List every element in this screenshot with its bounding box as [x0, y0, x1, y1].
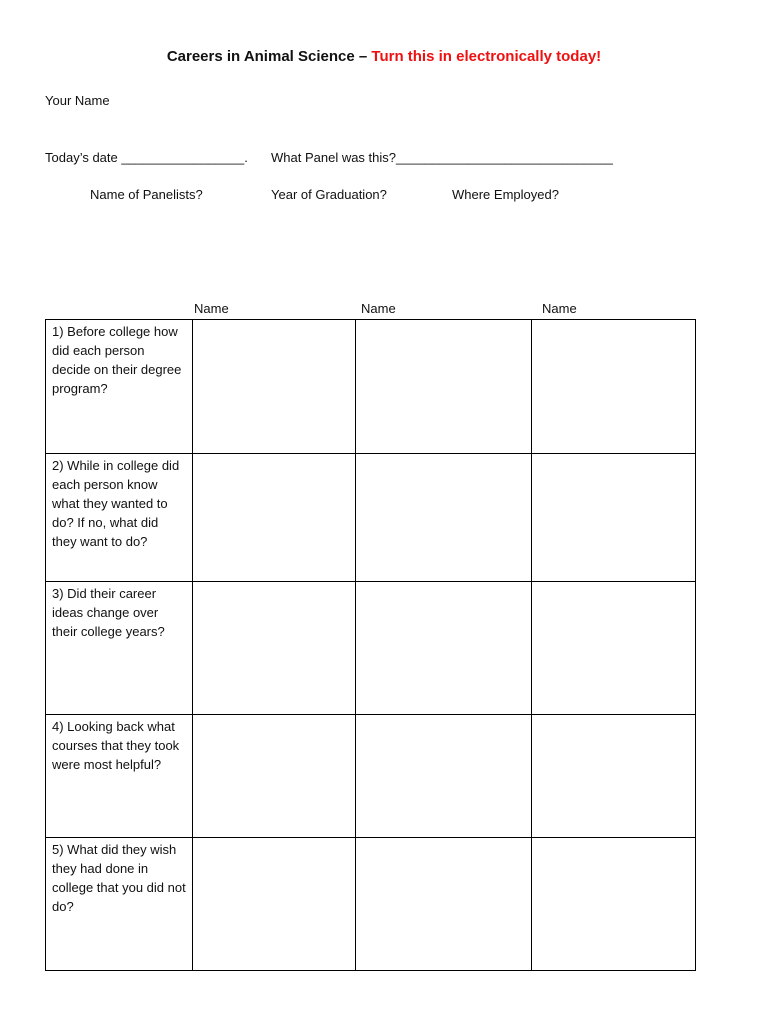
answer-cell[interactable] [193, 582, 356, 715]
title-main: Careers in Animal Science – [166, 48, 368, 65]
answer-cell[interactable] [532, 715, 696, 838]
subheading-panelists: Name of Panelists? [90, 187, 203, 202]
page-title [0, 48, 768, 65]
question-cell: 1) Before college how did each person decide on their degree program? [46, 320, 193, 454]
panel-field[interactable]: What Panel was this?______________________________ [271, 150, 613, 165]
answer-cell[interactable] [193, 838, 356, 971]
answer-cell[interactable] [532, 838, 696, 971]
table-row [46, 320, 696, 454]
date-field[interactable]: Today’s date _________________. [45, 150, 248, 165]
answer-cell[interactable] [532, 582, 696, 715]
answer-cell[interactable] [356, 715, 532, 838]
table-row [46, 454, 696, 582]
answer-cell[interactable] [356, 582, 532, 715]
column-header-name-2: Name [361, 301, 396, 316]
question-cell: 3) Did their career ideas change over their college years? [46, 582, 193, 715]
table-row [46, 715, 696, 838]
title-emphasis: Turn this in electronically today! [371, 48, 602, 65]
answer-cell[interactable] [356, 320, 532, 454]
subheading-employed: Where Employed? [452, 187, 559, 202]
table-row [46, 838, 696, 971]
column-header-name-1: Name [194, 301, 229, 316]
panel-questions-table [45, 319, 696, 971]
answer-cell[interactable] [356, 838, 532, 971]
answer-cell[interactable] [532, 320, 696, 454]
answer-cell[interactable] [193, 454, 356, 582]
your-name-label: Your Name [45, 93, 110, 108]
answer-cell[interactable] [532, 454, 696, 582]
question-cell: 2) While in college did each person know what they wanted to do? If no, what did they want to do? [46, 454, 193, 582]
answer-cell[interactable] [193, 715, 356, 838]
table-row [46, 582, 696, 715]
question-cell: 5) What did they wish they had done in college that you did not do? [46, 838, 193, 971]
question-cell: 4) Looking back what courses that they took were most helpful? [46, 715, 193, 838]
subheading-graduation: Year of Graduation? [271, 187, 387, 202]
answer-cell[interactable] [356, 454, 532, 582]
answer-cell[interactable] [193, 320, 356, 454]
column-header-name-3: Name [542, 301, 577, 316]
